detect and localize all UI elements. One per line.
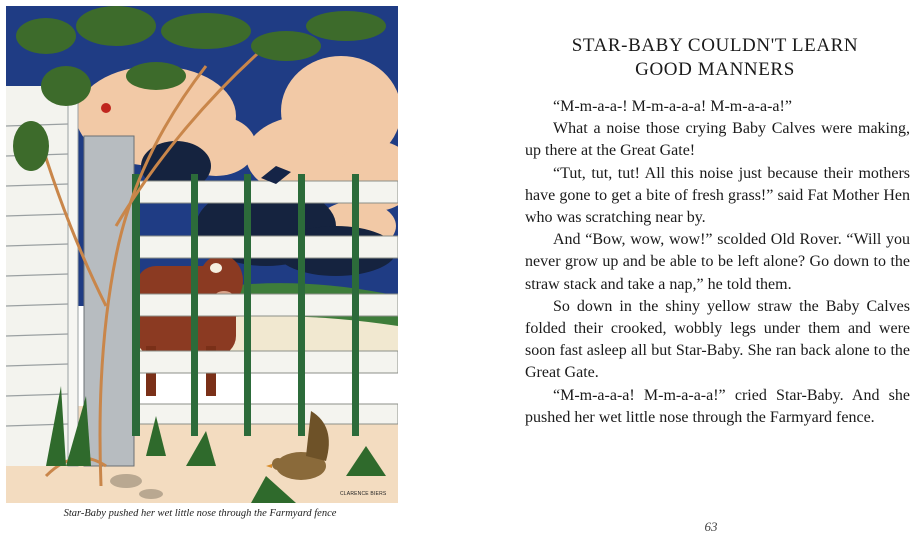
illustration-caption: Star-Baby pushed her wet little nose through the Farmyard fence bbox=[63, 508, 337, 519]
right-page bbox=[505, 0, 917, 537]
paragraph: And “Bow, wow, wow!” scolded Old Rover. “Will you never grow up and be able to be left alone? Go down to the straw stack and take a nap,” he told them. bbox=[525, 231, 910, 293]
chapter-title bbox=[520, 34, 910, 82]
farmyard-illustration bbox=[6, 6, 398, 503]
illustrator-signature: CLARENCE BIERS bbox=[340, 491, 387, 497]
story-text bbox=[525, 96, 910, 429]
paragraph: What a noise those crying Baby Calves were making, up there at the Great Gate! bbox=[525, 120, 910, 160]
calf bbox=[136, 255, 243, 396]
left-page bbox=[0, 0, 400, 537]
chapter-title-line-1: STAR-BABY COULDN'T LEARN bbox=[571, 35, 859, 56]
paragraph: So down in the shiny yellow straw the Baby Calves folded their crooked, wobbly legs under them and were soon fast asleep all but Star-Baby. She ran back alone to the Great Gate. bbox=[525, 297, 910, 382]
cardinal bbox=[101, 103, 111, 113]
chapter-title-line-2: GOOD MANNERS bbox=[635, 59, 795, 80]
page-number: 63 bbox=[704, 519, 718, 534]
paragraph: “Tut, tut, tut! All this noise just because their mothers have gone to get a bite of fresh grass!” said Fat Mother Hen who was scratching near by. bbox=[525, 164, 910, 227]
paragraph: “M-m-a-a-! M-m-a-a-a! M-m-a-a-a!” bbox=[553, 98, 792, 115]
paragraph: “M-m-a-a-a! M-m-a-a-a!” cried Star-Baby. And she pushed her wet little nose through the Farmyard fence. bbox=[525, 386, 910, 426]
